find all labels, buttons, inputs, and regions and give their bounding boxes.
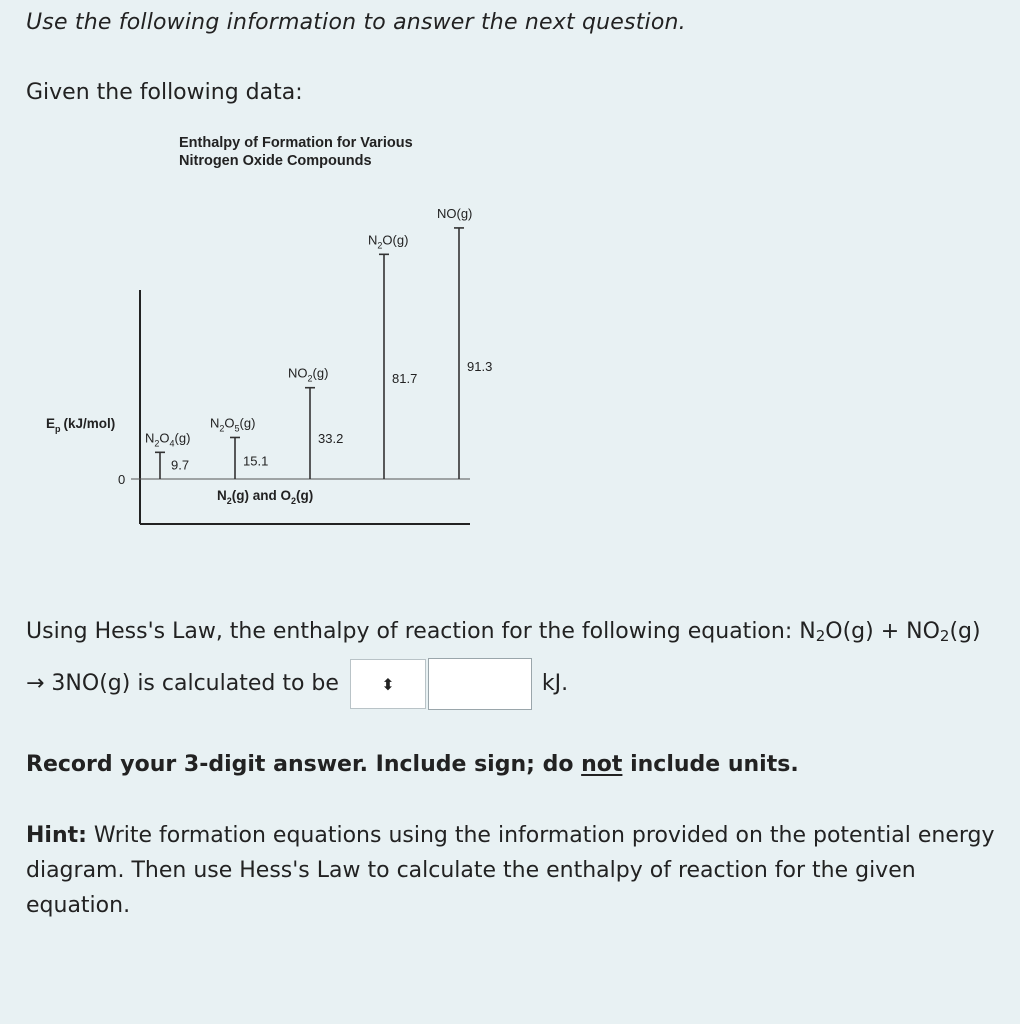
value-label-n2og: 81.7	[392, 370, 418, 386]
species-label-n2og: $N_2O(g)$	[368, 232, 409, 251]
species-label-n2o4g: $N_2O_4(g)$	[145, 430, 191, 449]
intro-text: Use the following information to answer the next question.	[26, 10, 686, 35]
value-label-n2o5g: 15.1	[243, 453, 269, 469]
sign-dropdown[interactable]	[350, 659, 426, 709]
hint-text: Hint: Write formation equations using the information provided on the potential energy diagram. Then use Hess's Law to calculate the enthalpy of reaction for the given equation.	[26, 823, 995, 918]
question-text: Using Hess's Law, the enthalpy of reaction for the following equation: $N_2O(g) + NO_2(g) \to 3NO(g)$ is calculated to be ⬍ kJ.	[26, 610, 996, 710]
hint-label: Hint:	[26, 823, 87, 848]
record-instruction: Record your 3-digit answer. Include sign; do not include units.	[26, 752, 799, 777]
sort-arrows-icon: ⬍	[381, 674, 395, 694]
unit-label: kJ.	[541, 671, 569, 696]
zero-label: 0	[118, 472, 126, 487]
value-label-n2o4g: 9.7	[171, 457, 190, 473]
value-label-nog: 91.3	[467, 359, 493, 375]
chart-title-line2: Nitrogen Oxide Compounds	[179, 153, 372, 169]
species-label-n2o5g: $N_2O_5(g)$	[210, 415, 256, 434]
given-text: Given the following data:	[26, 80, 303, 105]
species-label-no2g: $NO_2(g)$	[288, 365, 329, 384]
chart-title-line1: Enthalpy of Formation for Various	[179, 135, 413, 151]
not-emphasis: not	[581, 752, 623, 777]
baseline-label: $N_2(g)$ and $O_2(g)$	[217, 488, 314, 506]
value-label-no2g: 33.2	[318, 430, 344, 446]
enthalpy-diagram	[0, 120, 520, 540]
species-label-nog: NO(g)	[437, 205, 473, 221]
answer-input[interactable]	[428, 658, 532, 710]
y-axis-label: $E_p$ (kJ/mol)	[46, 416, 116, 434]
answer-row	[350, 658, 532, 710]
